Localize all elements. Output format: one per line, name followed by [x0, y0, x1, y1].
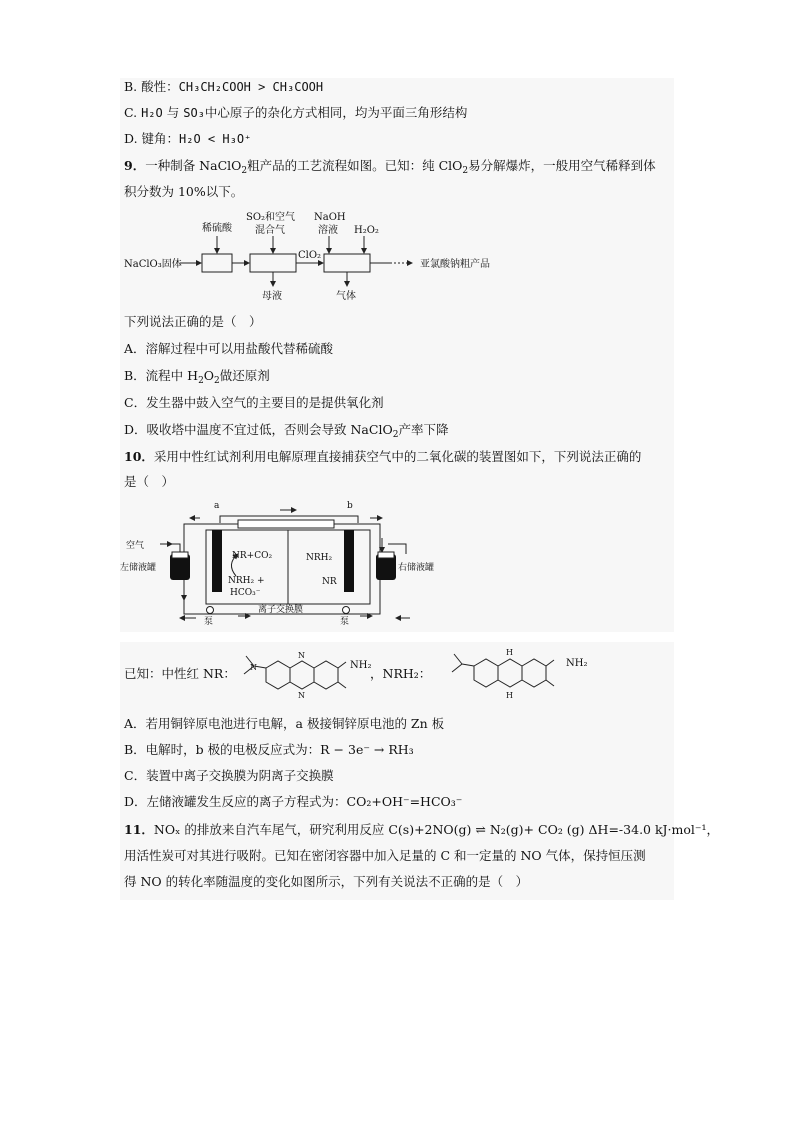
q9-stem-line1: 9．一种制备 NaClO$_2$粗产品的工艺流程如图。已知：纯 ClO$_2$易分解爆炸，一般用空气稀释到体: [124, 158, 656, 176]
nr-nh2-label: NH₂: [350, 660, 372, 671]
q8-option-d: D. 键角：H₂O < H₃O⁺: [124, 131, 252, 146]
q10-option-c: C．装置中离子交换膜为阴离子交换膜: [124, 768, 334, 783]
right-tank-icon: [376, 552, 396, 580]
flow-in2b-label: 混合气: [255, 225, 285, 236]
q9-option-d: D．吸收塔中温度不宜过低，否则会导致 NaClO$_2$产率下降: [124, 422, 449, 440]
svg-text:离子交换膜: 离子交换膜: [258, 605, 304, 615]
flow-out1-label: 母液: [262, 291, 282, 302]
flow-mid-label: ClO₂: [298, 250, 322, 261]
q9-flow-diagram: [122, 208, 522, 303]
svg-text:左储液罐: 左储液罐: [120, 563, 157, 573]
electrode-b: [344, 530, 354, 592]
q9-option-b: B．流程中 $H_2O_2$做还原剂: [124, 368, 270, 386]
q10-option-a: A．若用铜锌原电池进行电解，a 极接铜锌原电池的 Zn 板: [124, 716, 445, 731]
q11-line1: 11．NOₓ 的排放来自汽车尾气，研究利用反应 C(s)+2NO(g) ⇌ N₂(g)+ CO₂ (g) ΔH=-34.0 kJ·mol⁻¹，: [124, 822, 720, 837]
svg-text:N: N: [250, 663, 257, 672]
svg-text:右储液罐: 右储液罐: [398, 563, 435, 573]
svg-text:b: b: [347, 501, 353, 511]
flow-out2-label: 气体: [336, 291, 356, 302]
q10-stem-line2: 是（ ）: [124, 474, 175, 489]
nrh2-structure: [448, 642, 564, 702]
flow-product-label: 亚氯酸钠粗产品: [420, 259, 490, 270]
flow-in2a-label: SO₂和空气: [246, 212, 296, 223]
svg-text:N: N: [298, 651, 305, 660]
q10-option-b: B．电解时，b 极的电极反应式为：R − 3e⁻ → RH₃: [124, 742, 414, 757]
q10-electrolysis-diagram: [120, 498, 435, 628]
q10-known-nrh2: ，NRH₂：: [370, 666, 432, 681]
svg-text:H: H: [506, 691, 513, 700]
svg-text:NR: NR: [322, 577, 337, 587]
q9-question: 下列说法正确的是（ ）: [124, 314, 262, 329]
q10-stem-line1: 10．采用中性红试剂利用电解原理直接捕获空气中的二氧化碳的装置图如下，下列说法正确的: [124, 449, 642, 464]
flow-box-dissolve: [202, 254, 232, 272]
flow-in3a-label: NaOH: [314, 212, 346, 223]
neutral-red-structure: [240, 646, 350, 702]
svg-text:H: H: [506, 648, 513, 657]
q11-line3: 得 NO 的转化率随温度的变化如图所示，下列有关说法不正确的是（ ）: [124, 874, 529, 889]
q11-line2: 用活性炭可对其进行吸附。已知在密闭容器中加入足量的 C 和一定量的 NO 气体，保持恒压测: [124, 848, 646, 863]
svg-text:NRH₂: NRH₂: [306, 553, 333, 563]
svg-text:NR+CO₂: NR+CO₂: [232, 551, 273, 561]
flow-in1-label: 稀硫酸: [202, 223, 232, 234]
svg-text:a: a: [214, 501, 220, 511]
flow-in4-label: H₂O₂: [354, 225, 379, 236]
q8-option-b: B. 酸性：CH₃CH₂COOH > CH₃COOH: [124, 79, 324, 94]
flow-start-label: NaClO₃固体: [124, 259, 182, 270]
svg-text:N: N: [298, 691, 305, 700]
pump-right-icon: [343, 607, 350, 614]
svg-text:NRH₂ +: NRH₂ +: [228, 576, 265, 586]
svg-text:泵: 泵: [340, 617, 350, 627]
flow-in3b-label: 溶液: [318, 225, 338, 236]
flow-box-generator: [250, 254, 296, 272]
q9-stem-line2: 积分数为 10%以下。: [124, 184, 244, 199]
svg-text:泵: 泵: [204, 617, 214, 627]
pump-left-icon: [207, 607, 214, 614]
q10-option-d: D．左储液罐发生反应的离子方程式为：CO₂+OH⁻=HCO₃⁻: [124, 794, 463, 809]
q9-option-c: C．发生器中鼓入空气的主要目的是提供氧化剂: [124, 395, 384, 410]
svg-text:空气: 空气: [126, 541, 145, 551]
flow-box-absorber: [324, 254, 370, 272]
q8-option-c: C. H₂O 与 SO₃中心原子的杂化方式相同，均为平面三角形结构: [124, 105, 468, 120]
electrode-a: [212, 530, 222, 592]
svg-text:HCO₃⁻: HCO₃⁻: [230, 588, 261, 598]
q9-option-a: A．溶解过程中可以用盐酸代替稀硫酸: [124, 341, 334, 356]
nrh2-nh2-label: NH₂: [566, 658, 588, 669]
q10-known-nr: 已知：中性红 NR：: [124, 666, 236, 681]
left-tank-icon: [170, 552, 190, 580]
